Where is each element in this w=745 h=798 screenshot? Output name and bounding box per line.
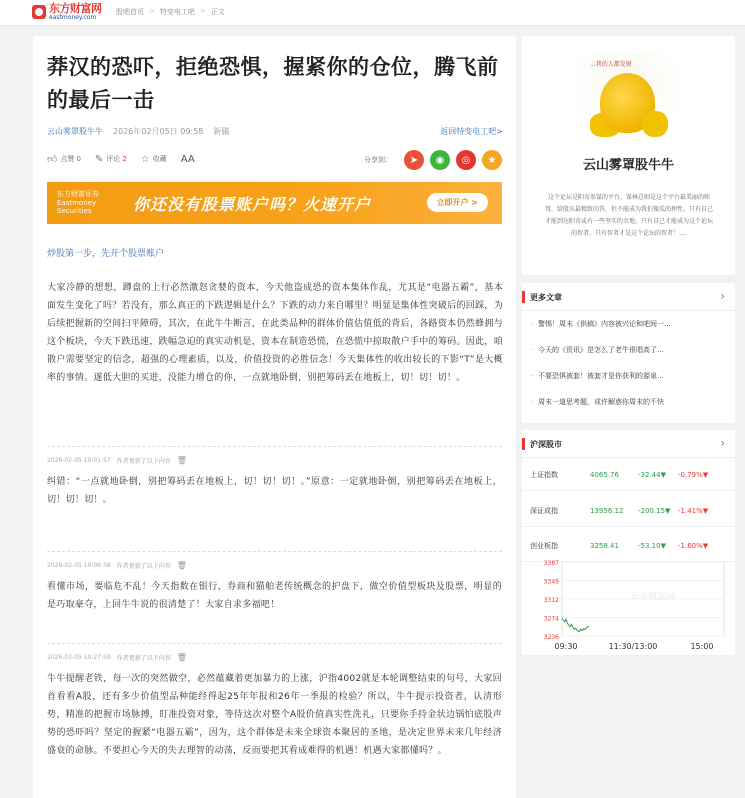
index-percent <box>678 507 728 515</box>
update-time: 2026-02-05 10:27:59 <box>47 654 111 661</box>
down-arrow-icon: ▼ <box>702 470 709 479</box>
comment-button[interactable] <box>95 154 127 165</box>
section-header <box>522 430 735 458</box>
like-label: 点赞 <box>60 155 75 163</box>
comment-icon: ✎ <box>94 153 104 165</box>
weibo-icon[interactable]: ◎ <box>456 150 476 170</box>
profile-name[interactable]: 云山雾罩股牛牛 <box>582 158 674 173</box>
list-item[interactable]: · 不要恐惧被套！被套才是你获利的源泉... <box>530 371 728 397</box>
article-list <box>530 319 728 423</box>
update-time: 2026-02-05 10:01:57 <box>47 457 111 464</box>
article-body: 大家冷静的想想，蹲盘的上行必然激怒贪婪的资本，今天他盗成恐的资本集体作乱，尤其是“电器五霸”，基本面发生变化了吗？若没有，那么真正的下跌逻辑是什么？下跌的动力来自哪里？明显是集体性突破后的回踩，为后续把握新的空间扫平障碍，其次，在此牛牛断言，在此类品种的群体价值估值低的背后，各路资本仍然蜂拥与这个板块，今天下跌迅速，跌幅急迫的真实动机是，资本在制造恐慌，在恐慌中掠取散户手中的筹码。因此，咱散户需要坚定的信念，超强的心理素质，以及，价值投资的必胜信念！今天集体性的收出较长的下影“T”是大概率的事情。遂低大胆的买进，没能力增仓的你，一点就地卧倒，别把筹码丢在地板上，切！切！切！。 <box>47 283 503 383</box>
post-date: 2026年02月05日 09:58 <box>113 127 204 136</box>
chevron-right-icon[interactable]: › <box>720 289 725 303</box>
index-change <box>638 507 678 515</box>
author-profile-card <box>522 36 735 275</box>
intraday-chart-svg <box>528 558 728 653</box>
index-name: 深证成指 <box>530 506 558 515</box>
star-outline-icon: ☆ <box>140 153 150 165</box>
share-bar <box>364 150 502 170</box>
update-block <box>47 446 502 509</box>
update-note: 作者更新了以下内容 <box>116 458 171 465</box>
index-name: 创业板指 <box>530 541 558 550</box>
author-link[interactable]: 云山雾罩股牛牛 <box>47 127 103 136</box>
trash-icon[interactable]: 🗑︎ <box>176 653 187 662</box>
index-row[interactable] <box>522 495 735 527</box>
comment-count: 2 <box>122 155 127 163</box>
open-account-button[interactable]: 立即开户 > <box>427 193 489 212</box>
section-header <box>522 283 735 311</box>
list-item[interactable]: · 周末一道思考题，或许解惑你周末的不快 <box>530 397 728 423</box>
update-header <box>47 653 502 662</box>
comment-label: 评论 <box>106 155 121 163</box>
profile-description: 这个论坛是阳奇参谋的平台，谋林总则是这个平台最美丽的师哥，给股东最精致的答，但不能成为我们傻瓜的理性，只有自己才能到达阳奇或有一些坚实的余地，只有自己才能成为这个论坛的智者，只有智者才是这个论坛的智者！.... <box>544 194 713 237</box>
open-account-banner[interactable] <box>47 182 502 224</box>
list-item[interactable]: · 今天的《资讯》是怎么了老牛很唱高了... <box>530 345 728 371</box>
index-value: 3258.41 <box>590 541 619 550</box>
section-title: 沪深股市 <box>530 440 562 449</box>
down-arrow-icon: ▼ <box>665 506 671 515</box>
index-change-value: -53.10 <box>638 541 661 550</box>
share-label: 分享到： <box>364 156 392 164</box>
like-button[interactable] <box>47 153 81 165</box>
star-icon[interactable]: ★ <box>482 150 502 170</box>
update-note: 作者更新了以下内容 <box>116 563 171 570</box>
index-change-value: -200.15 <box>638 506 666 515</box>
breadcrumb <box>116 7 225 17</box>
update-header <box>47 561 502 570</box>
chart-watermark: 东方财富网 <box>630 592 676 602</box>
y-tick-label: 3312 <box>543 597 559 604</box>
logo-text <box>49 3 102 21</box>
banner-logo: 东方财富证券 Eastmoney Securities <box>57 190 99 216</box>
update-text: 纠错：“一点就地卧倒，别把筹码丢在地板上，切！切！切！。”原意：一定就地卧倒，别把筹码丢在地板上，切！切！切！。 <box>47 477 502 505</box>
update-block <box>47 643 502 760</box>
down-arrow-icon: ▼ <box>660 541 666 550</box>
paper-plane-icon[interactable]: ➤ <box>404 150 424 170</box>
promo-link[interactable]: 炒股第一步，先开个股票账户 <box>47 249 165 259</box>
series-line <box>562 618 589 631</box>
chevron-right-icon[interactable]: › <box>720 436 725 450</box>
logo-cn: 东方财富网 <box>49 2 102 15</box>
update-block <box>47 551 502 614</box>
x-tick-label: 11:30/13:00 <box>608 642 658 651</box>
list-item[interactable]: · 警惕！周末《供稿》内容被兴论和吧间一... <box>530 319 728 345</box>
avatar-shape <box>642 111 668 137</box>
breadcrumb-forum[interactable]: 特变电工吧 <box>159 8 195 16</box>
index-percent <box>678 542 728 550</box>
x-tick-label: 09:30 <box>554 642 578 651</box>
action-bar <box>47 153 209 165</box>
article-panel <box>33 36 516 798</box>
article-meta <box>47 126 229 137</box>
update-text: 看懂市场，要临危不乱！今天指数在银行，券商和猫舶老传统概念的护盘下，做空价值型板块及股票，明显的是巧取豪夺，上回牛牛说的很清楚了！大家自求多福吧！ <box>47 582 502 610</box>
market-index-section <box>522 430 735 655</box>
update-time: 2026-02-05 10:06:38 <box>47 562 111 569</box>
logo-en: eastmoney.com <box>49 14 97 21</box>
y-tick-label: 3387 <box>543 560 559 567</box>
breadcrumb-separator: > <box>199 7 206 15</box>
thumbs-up-icon: 👍︎ <box>47 154 58 165</box>
page-title: 莽汉的恐吓，拒绝恐惧，握紧你的仓位，腾飞前的最后一击 <box>47 54 499 112</box>
section-title: 更多文章 <box>530 293 562 302</box>
favorite-label: 收藏 <box>152 155 167 163</box>
breadcrumb-home[interactable]: 股吧首页 <box>116 8 144 16</box>
breadcrumb-current: 正文 <box>210 8 225 16</box>
x-tick-label: 15:00 <box>690 642 714 651</box>
logo[interactable] <box>32 0 102 24</box>
post-source: 新疆 <box>213 127 230 136</box>
y-tick-label: 3274 <box>543 615 559 623</box>
avatar[interactable] <box>570 51 685 151</box>
favorite-button[interactable] <box>141 154 167 165</box>
index-value: 4065.76 <box>590 470 619 479</box>
update-header <box>47 456 502 465</box>
more-articles-section <box>522 283 735 423</box>
back-to-forum-link[interactable]: 返回特变电工吧> <box>440 127 503 136</box>
index-change <box>638 471 678 479</box>
trash-icon[interactable]: 🗑︎ <box>176 456 187 465</box>
index-name: 上证指数 <box>530 470 558 479</box>
like-count: 0 <box>76 155 81 163</box>
index-percent-value: -1.60% <box>678 541 703 550</box>
down-arrow-icon: ▼ <box>702 506 709 515</box>
index-value: 13956.12 <box>590 506 624 515</box>
font-size-button[interactable]: AA <box>180 153 195 165</box>
index-change <box>638 542 678 550</box>
top-bar <box>0 0 745 26</box>
update-text: 牛牛提醒老铁，每一次的突然做空，必然蕴藏着更加暴力的上涨，沪指4002就是本轮调整结束的句号，大家回首看看A股，还有多少价值型品种能经得起25年年报和26年一季报的检验？所以，牛牛提示投资者，认清形势，精准的把握市场脉搏，盯准投资对象，等待这次对整个A股价值真实性洗礼，只要你手持金状边锅怕底股声势的恐吓吗？坚定的握紧“电器五霸”，因为，这个群体是未来全球资本聚居的圣地，是决定世界未来几年经济盛衰的命脉。不要担心今天的失去理智的动荡，反而要把其看成难得的机遇！机遇大家都懂吗？。 <box>47 674 502 756</box>
y-tick-label: 3236 <box>543 634 559 641</box>
index-change-value: -32.44 <box>638 470 661 479</box>
down-arrow-icon: ▼ <box>660 470 666 479</box>
trash-icon[interactable]: 🗑︎ <box>176 561 187 570</box>
logo-icon <box>32 5 46 19</box>
avatar-caption: ...我的人都发财 <box>590 61 632 68</box>
down-arrow-icon: ▼ <box>702 541 709 550</box>
wechat-icon[interactable]: ◉ <box>430 150 450 170</box>
index-percent <box>678 471 728 479</box>
banner-text: 你还没有股票账户吗？火速开户 <box>133 194 372 214</box>
index-percent-value: -1.41% <box>678 506 703 515</box>
index-row[interactable] <box>522 459 735 491</box>
breadcrumb-separator: > <box>149 7 155 15</box>
update-note: 作者更新了以下内容 <box>116 655 171 662</box>
intraday-chart[interactable] <box>528 558 728 653</box>
index-percent-value: -0.79% <box>678 470 703 479</box>
y-tick-label: 3349 <box>543 578 559 586</box>
